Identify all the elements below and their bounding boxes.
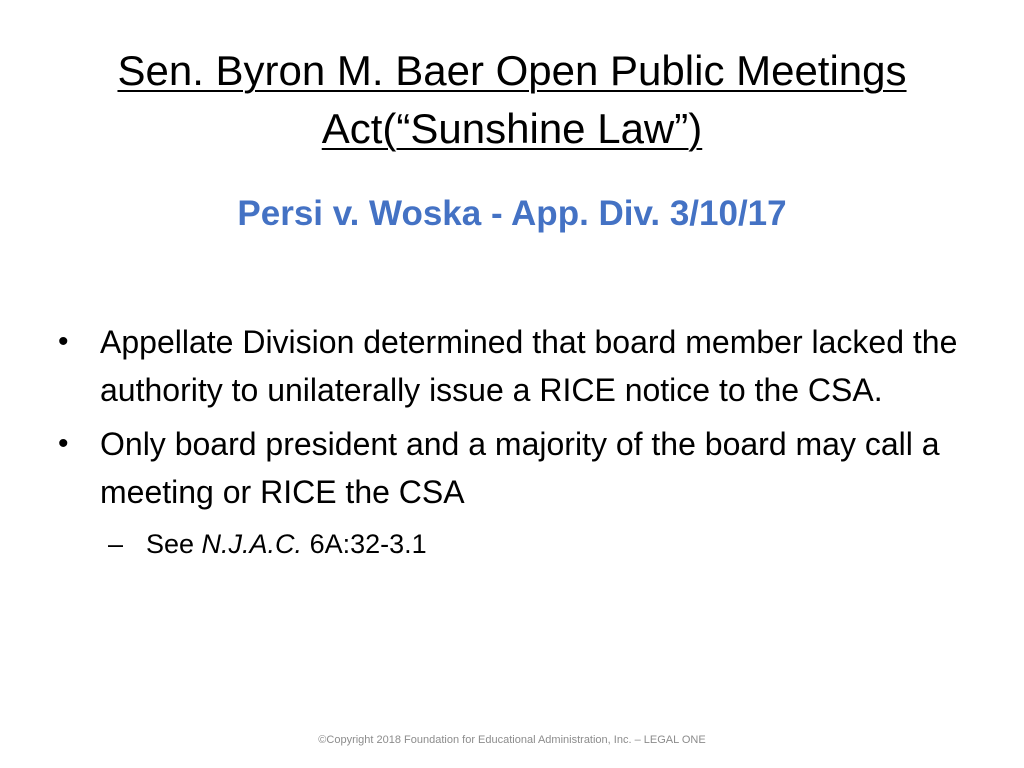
slide-subtitle: Persi v. Woska - App. Div. 3/10/17: [237, 194, 787, 233]
slide-title-line-2: Act(“Sunshine Law”): [321, 105, 703, 152]
bullet-text: Appellate Division determined that board member lacked the authority to unilaterally issue a RICE notice to the CSA.: [100, 324, 958, 408]
slide-body: [58, 318, 958, 566]
sub-bullet-marker: –: [108, 529, 124, 559]
bullet-item: [58, 318, 958, 414]
sub-bullet-prefix: See: [146, 529, 202, 559]
sub-bullet-citation: N.J.A.C.: [201, 529, 303, 559]
slide-title-line-1: Sen. Byron M. Baer Open Public Meetings: [117, 47, 907, 94]
sub-bullet-suffix: 6A:32-3.1: [302, 529, 427, 559]
bullet-item: [58, 420, 958, 516]
bullet-marker: •: [58, 325, 69, 358]
copyright-footer: ©Copyright 2018 Foundation for Educational Administration, Inc. – LEGAL ONE: [318, 734, 706, 746]
slide-title: [60, 42, 964, 158]
sub-bullet-item: [58, 522, 958, 566]
bullet-text: Only board president and a majority of the board may call a meeting or RICE the CSA: [100, 426, 940, 510]
bullet-marker: •: [58, 427, 69, 460]
